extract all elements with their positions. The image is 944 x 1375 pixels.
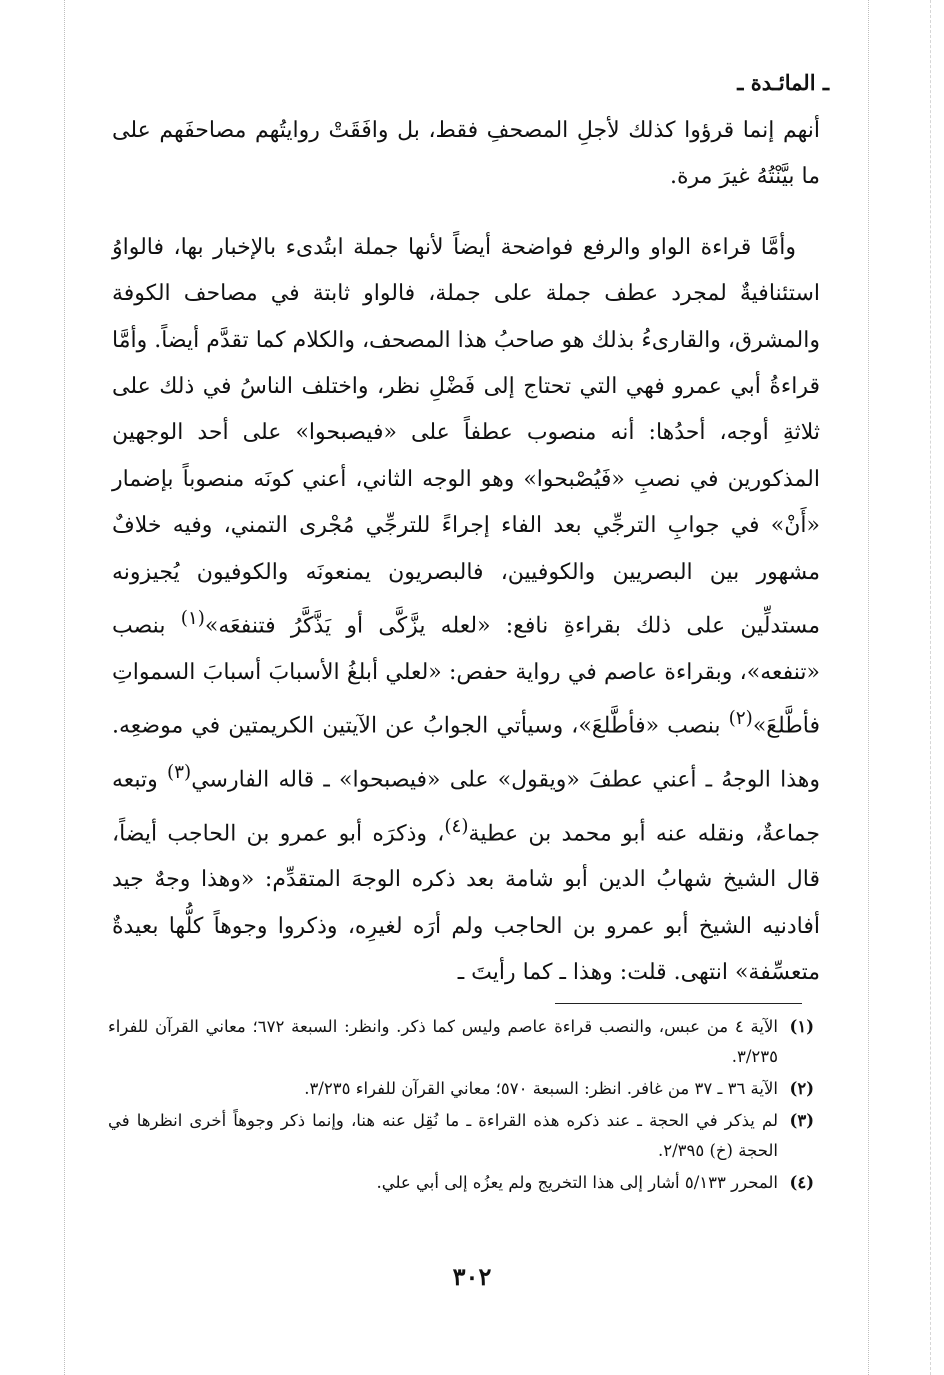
footnote-divider xyxy=(555,1003,802,1004)
paragraph-2-part-5: ، وذكرَه أبو عمرو بن الحاجب أيضاً، قال الشيخ شهابُ الدين أبو شامة بعد ذكره الوجهَ المتقدِّم: «وهذا وجهٌ جيد أفادنيه الشيخ أبو عمرو بن الحاجب ولم أرَه لغيرِه، وذكروا وجوهاً كلُّها بعيدةٌ متعسِّفة» انتهى. قلت: وهذا ـ كما رأيتَ ـ xyxy=(112,821,820,986)
footnote-ref-4[interactable]: (٤) xyxy=(444,815,469,837)
footnote-text: لم يذكر في الحجة ـ عند ذكره هذه القراءة ـ ما نُقِل عنه هنا، وإنما ذكر وجوهاً أخرى انظرها في الحجة (خ) ٢/٣٩٥. xyxy=(108,1111,778,1160)
footnote-number: (٢) xyxy=(789,1079,814,1098)
margin-guide-right xyxy=(868,0,869,1375)
paragraph-2-part-3: بنصب «فأطَّلعَ»، وسيأتي الجوابُ عن الآيتين الكريمتين في موضعِه. وهذا الوجهُ ـ أعني عطفَ «ويقول» على «فيصبحوا» ـ قاله الفارسي xyxy=(112,713,820,793)
paragraph-2-part-1: وأمَّا قراءة الواو والرفع فواضحة أيضاً لأنها جملة ابتُدىء بالإخبار بها، فالواوُ استئنافيةٌ لمجرد عطف جملة على جملة، فالواو ثابتة في مصاحف الكوفة والمشرق، والقارىءُ بذلك هو صاحبُ هذا المصحف، والكلام كما تقدَّم أيضاً. وأمَّا قراءةُ أبي عمرو فهي التي تحتاج إلى فَضْلِ نظر، واختلف الناسُ في ذلك على ثلاثةِ أوجه، أحدُها: أنه منصوب عطفاً على «فيصبحوا» على أحد الوجهين المذكورين في نصبِ «فَيُصْبحوا» وهو الوجه الثاني، أعني كونَه منصوباً بإضمار «أَنْ» في جوابِ الترجِّي بعد الفاء إجراءً للترجِّي مُجْرى التمني، وفيه خلافٌ مشهور بين البصريين والكوفيين، فالبصريون يمنعونَه والكوفيون يُجيزونه مستدلِّين على ذلك بقراءةِ نافع: «لعله يزَّكَّى أو يَذَّكَّرُ فتنفعَه» xyxy=(112,234,821,639)
footnote-4 xyxy=(108,1168,814,1198)
page-number: ٣٠٢ xyxy=(452,1262,492,1291)
paragraph-1: أنهم إنما قرؤوا كذلك لأجلِ المصحفِ فقط، بل وافَقَتْ روايتُهم مصاحفَهم على ما بيَّنْتُهُ غيرَ مرة. xyxy=(112,118,820,190)
paragraph-2-part-2: بنصب «تنفعه»، وبقراءة عاصم في رواية حفص: «لعلي أبلغُ الأسبابَ أسبابَ السمواتِ فأطَّلعَ» xyxy=(112,613,820,739)
footnote-text: المحرر ٥/١٣٣ أشار إلى هذا التخريج ولم يعزُه إلى أبي علي. xyxy=(376,1173,778,1192)
running-header: ـ المائـدة ـ xyxy=(737,70,829,95)
margin-guide-left xyxy=(64,0,65,1375)
footnote-number: (١) xyxy=(789,1017,814,1036)
paragraph-2-part-4: وتبعه جماعةٌ، ونقله عنه أبو محمد بن عطية xyxy=(112,767,820,846)
main-text xyxy=(112,108,820,997)
footnote-number: (٤) xyxy=(789,1173,814,1192)
paragraph-2 xyxy=(112,225,820,997)
footnote-3 xyxy=(108,1106,814,1166)
footnotes xyxy=(108,1012,814,1200)
footnote-text: الآية ٣٦ ـ ٣٧ من غافر. انظر: السبعة ٥٧٠؛ معاني القرآن للفراء ٣/٢٣٥. xyxy=(304,1079,778,1098)
footnote-ref-1[interactable]: (١) xyxy=(180,608,205,630)
footnote-2 xyxy=(108,1074,814,1104)
footnote-ref-3[interactable]: (٣) xyxy=(167,761,192,783)
footnote-text: الآية ٤ من عبس، والنصب قراءة عاصم وليس كما ذكر. وانظر: السبعة ٦٧٢؛ معاني القرآن للفراء ٣/٢٣٥. xyxy=(108,1017,778,1066)
footnote-1 xyxy=(108,1012,814,1072)
margin-guide-edge xyxy=(930,0,931,1375)
footnote-ref-2[interactable]: (٢) xyxy=(728,708,753,730)
footnote-number: (٣) xyxy=(789,1111,814,1130)
